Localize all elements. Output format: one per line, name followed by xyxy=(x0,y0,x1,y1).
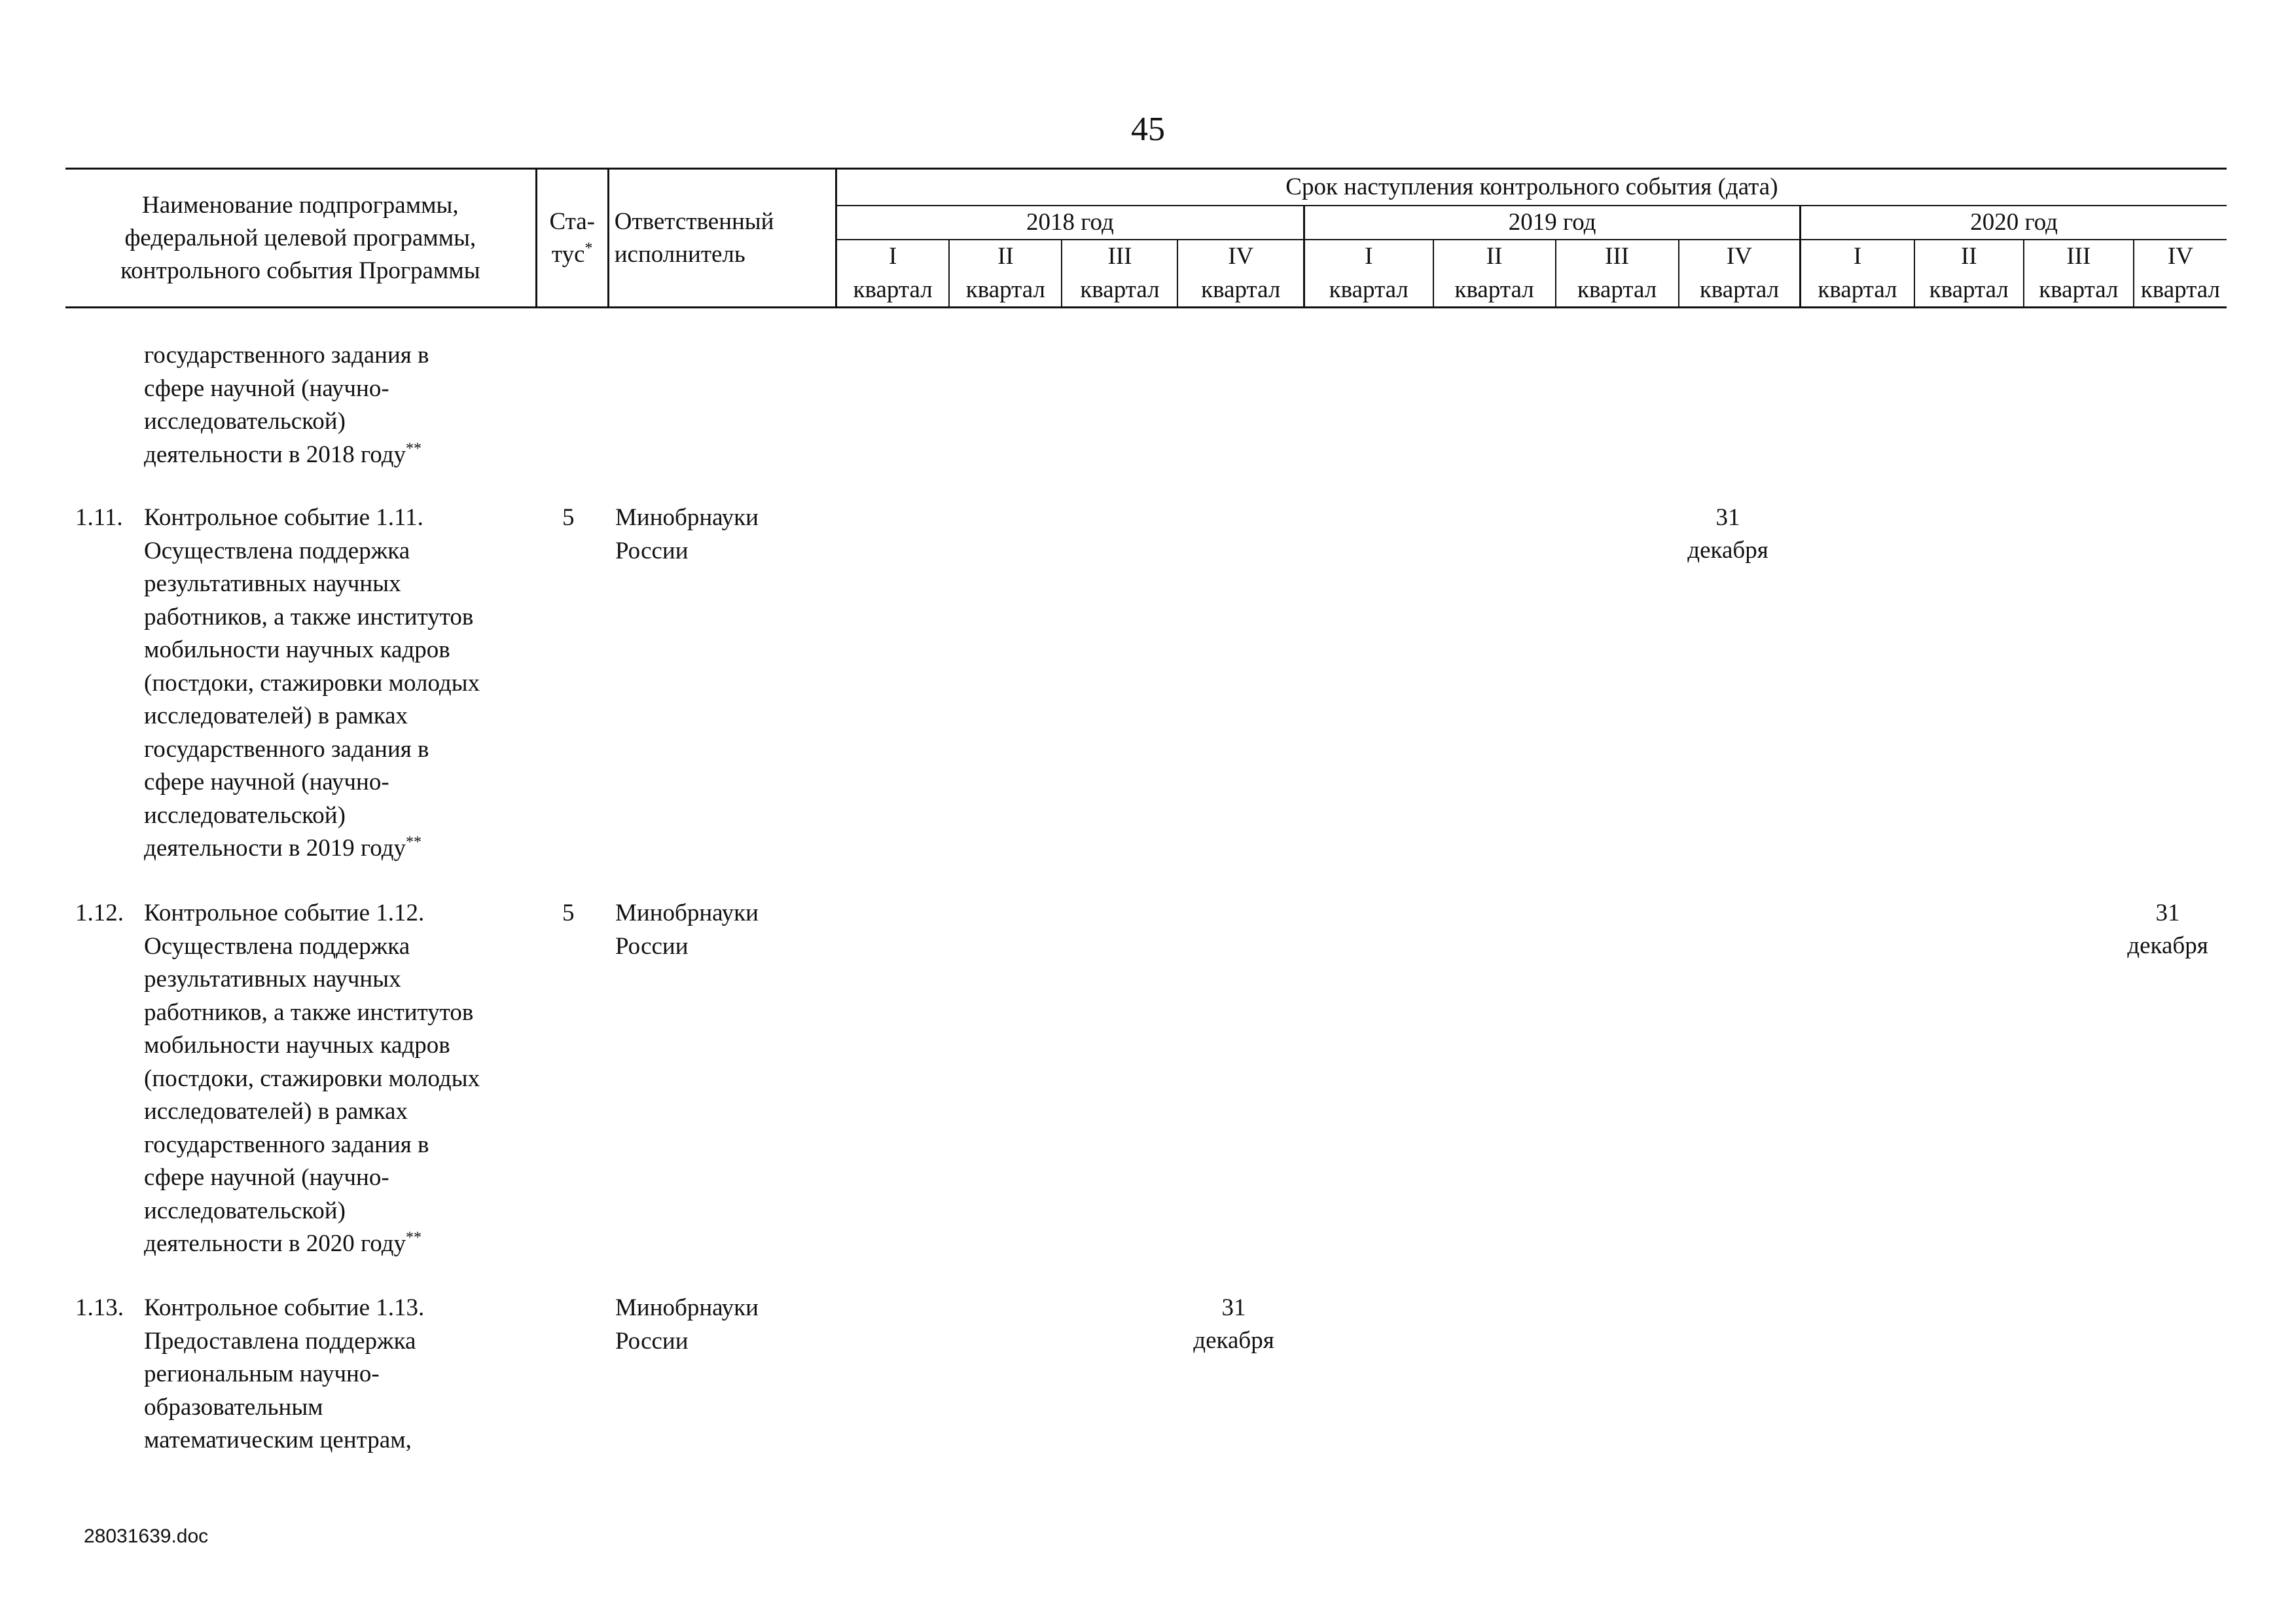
header-quarter-word: квартал xyxy=(1556,274,1679,308)
date-day: 31 xyxy=(2155,900,2180,926)
header-quarter-word: квартал xyxy=(1062,274,1177,308)
description-line: результативных научных xyxy=(144,570,401,597)
description-line: образовательным xyxy=(144,1393,323,1421)
row-deadline-date xyxy=(1172,1292,1296,1357)
header-quarter-word: квартал xyxy=(949,274,1062,308)
footnote-mark: ** xyxy=(406,440,422,458)
header-quarter-numeral: I xyxy=(1304,240,1433,274)
date-day: 31 xyxy=(1715,504,1740,531)
row-number: 1.11. xyxy=(75,504,123,531)
description-line: исследователей) в рамках xyxy=(144,1098,408,1125)
row-executor xyxy=(615,501,759,568)
row-description xyxy=(144,897,480,1261)
description-line: исследователей) в рамках xyxy=(144,702,408,729)
header-year-2019: 2019 год xyxy=(1304,206,1801,240)
header-quarter-numeral: IV xyxy=(2134,240,2227,274)
executor-line: России xyxy=(615,537,689,564)
footnote-mark: ** xyxy=(406,833,422,851)
header-quarter-word: квартал xyxy=(2134,274,2227,308)
executor-line: России xyxy=(615,932,689,960)
executor-line: России xyxy=(615,1327,689,1355)
executor-line: Минобрнауки xyxy=(615,1294,759,1321)
header-status-label: Ста-тус xyxy=(549,208,595,268)
header-quarter-word: квартал xyxy=(1177,274,1304,308)
status-footnote-mark: * xyxy=(584,240,593,257)
date-day: 31 xyxy=(1221,1294,1246,1321)
header-quarter-numeral: III xyxy=(2024,240,2134,274)
description-line: Осуществлена поддержка xyxy=(144,537,410,564)
description-line: (постдоки, стажировки молодых xyxy=(144,1065,480,1092)
description-line: математическим центрам, xyxy=(144,1427,412,1453)
header-executor-column: Ответственный исполнитель xyxy=(608,169,836,308)
description-line: исследовательской) xyxy=(144,801,346,829)
description-line: сфере научной (научно- xyxy=(144,1164,389,1191)
description-line: государственного задания в xyxy=(144,1131,429,1158)
description-line: исследовательской) xyxy=(144,408,346,435)
header-deadline-title: Срок наступления контрольного события (дата) xyxy=(836,169,2227,206)
header-year-2018: 2018 год xyxy=(836,206,1304,240)
description-line: сфере научной (научно- xyxy=(144,769,389,795)
header-quarter-word: квартал xyxy=(1914,274,2024,308)
date-month: декабря xyxy=(1193,1327,1274,1354)
description-line: государственного задания в xyxy=(144,735,429,763)
description-line: Контрольное событие 1.11. xyxy=(144,504,423,531)
description-line: (постдоки, стажировки молодых xyxy=(144,669,480,697)
header-quarter-numeral: II xyxy=(1914,240,2024,274)
row-executor xyxy=(615,897,759,963)
header-quarter-numeral: I xyxy=(836,240,949,274)
description-line: результативных научных xyxy=(144,966,401,993)
header-status-column xyxy=(536,169,608,308)
description-line: исследовательской) xyxy=(144,1197,346,1224)
row-deadline-date xyxy=(2115,897,2220,962)
description-line: государственного задания в xyxy=(144,342,429,369)
date-month: декабря xyxy=(2127,932,2208,959)
description-line: региональным научно- xyxy=(144,1360,380,1387)
description-line: мобильности научных кадров xyxy=(144,636,450,663)
row-number: 1.13. xyxy=(75,1294,124,1321)
row-status: 5 xyxy=(562,900,575,926)
description-line: деятельности в 2018 году xyxy=(144,441,406,468)
footnote-mark: ** xyxy=(406,1229,422,1247)
header-quarter-numeral: III xyxy=(1062,240,1177,274)
header-quarter-numeral: II xyxy=(949,240,1062,274)
document-footer: 28031639.doc xyxy=(84,1525,209,1547)
description-line: Осуществлена поддержка xyxy=(144,932,410,960)
description-line: Контрольное событие 1.13. xyxy=(144,1294,425,1321)
header-name-column: Наименование подпрограммы, федеральной целевой программы, контрольного события Программы xyxy=(65,169,536,308)
date-month: декабря xyxy=(1687,537,1768,564)
description-line: Контрольное событие 1.12. xyxy=(144,900,425,926)
description-line: мобильности научных кадров xyxy=(144,1032,450,1059)
header-quarter-numeral: III xyxy=(1556,240,1679,274)
header-quarter-numeral: I xyxy=(1801,240,1914,274)
row-description xyxy=(144,1292,424,1457)
row-executor xyxy=(615,1292,759,1358)
description-line: работников, а также институтов xyxy=(144,998,474,1026)
header-quarter-word: квартал xyxy=(2024,274,2134,308)
row-status: 5 xyxy=(562,504,575,531)
row-deadline-date xyxy=(1666,501,1790,567)
header-quarter-word: квартал xyxy=(1679,274,1801,308)
header-quarter-word: квартал xyxy=(1433,274,1556,308)
row-description xyxy=(144,501,480,866)
row-number: 1.12. xyxy=(75,900,124,926)
page-number: 45 xyxy=(1131,111,1165,148)
description-line: деятельности в 2019 году xyxy=(144,835,406,862)
header-quarter-word: квартал xyxy=(1304,274,1433,308)
description-line: Предоставлена поддержка xyxy=(144,1327,416,1355)
executor-line: Минобрнауки xyxy=(615,504,759,531)
description-line: сфере научной (научно- xyxy=(144,374,389,402)
header-year-2020: 2020 год xyxy=(1801,206,2227,240)
description-line: работников, а также институтов xyxy=(144,603,474,630)
description-line: деятельности в 2020 году xyxy=(144,1230,406,1257)
executor-line: Минобрнауки xyxy=(615,900,759,926)
continued-description xyxy=(144,339,429,471)
header-quarter-word: квартал xyxy=(1801,274,1914,308)
table-header xyxy=(65,168,2227,308)
header-quarter-numeral: II xyxy=(1433,240,1556,274)
header-quarter-numeral: IV xyxy=(1679,240,1801,274)
header-quarter-word: квартал xyxy=(836,274,949,308)
header-quarter-numeral: IV xyxy=(1177,240,1304,274)
